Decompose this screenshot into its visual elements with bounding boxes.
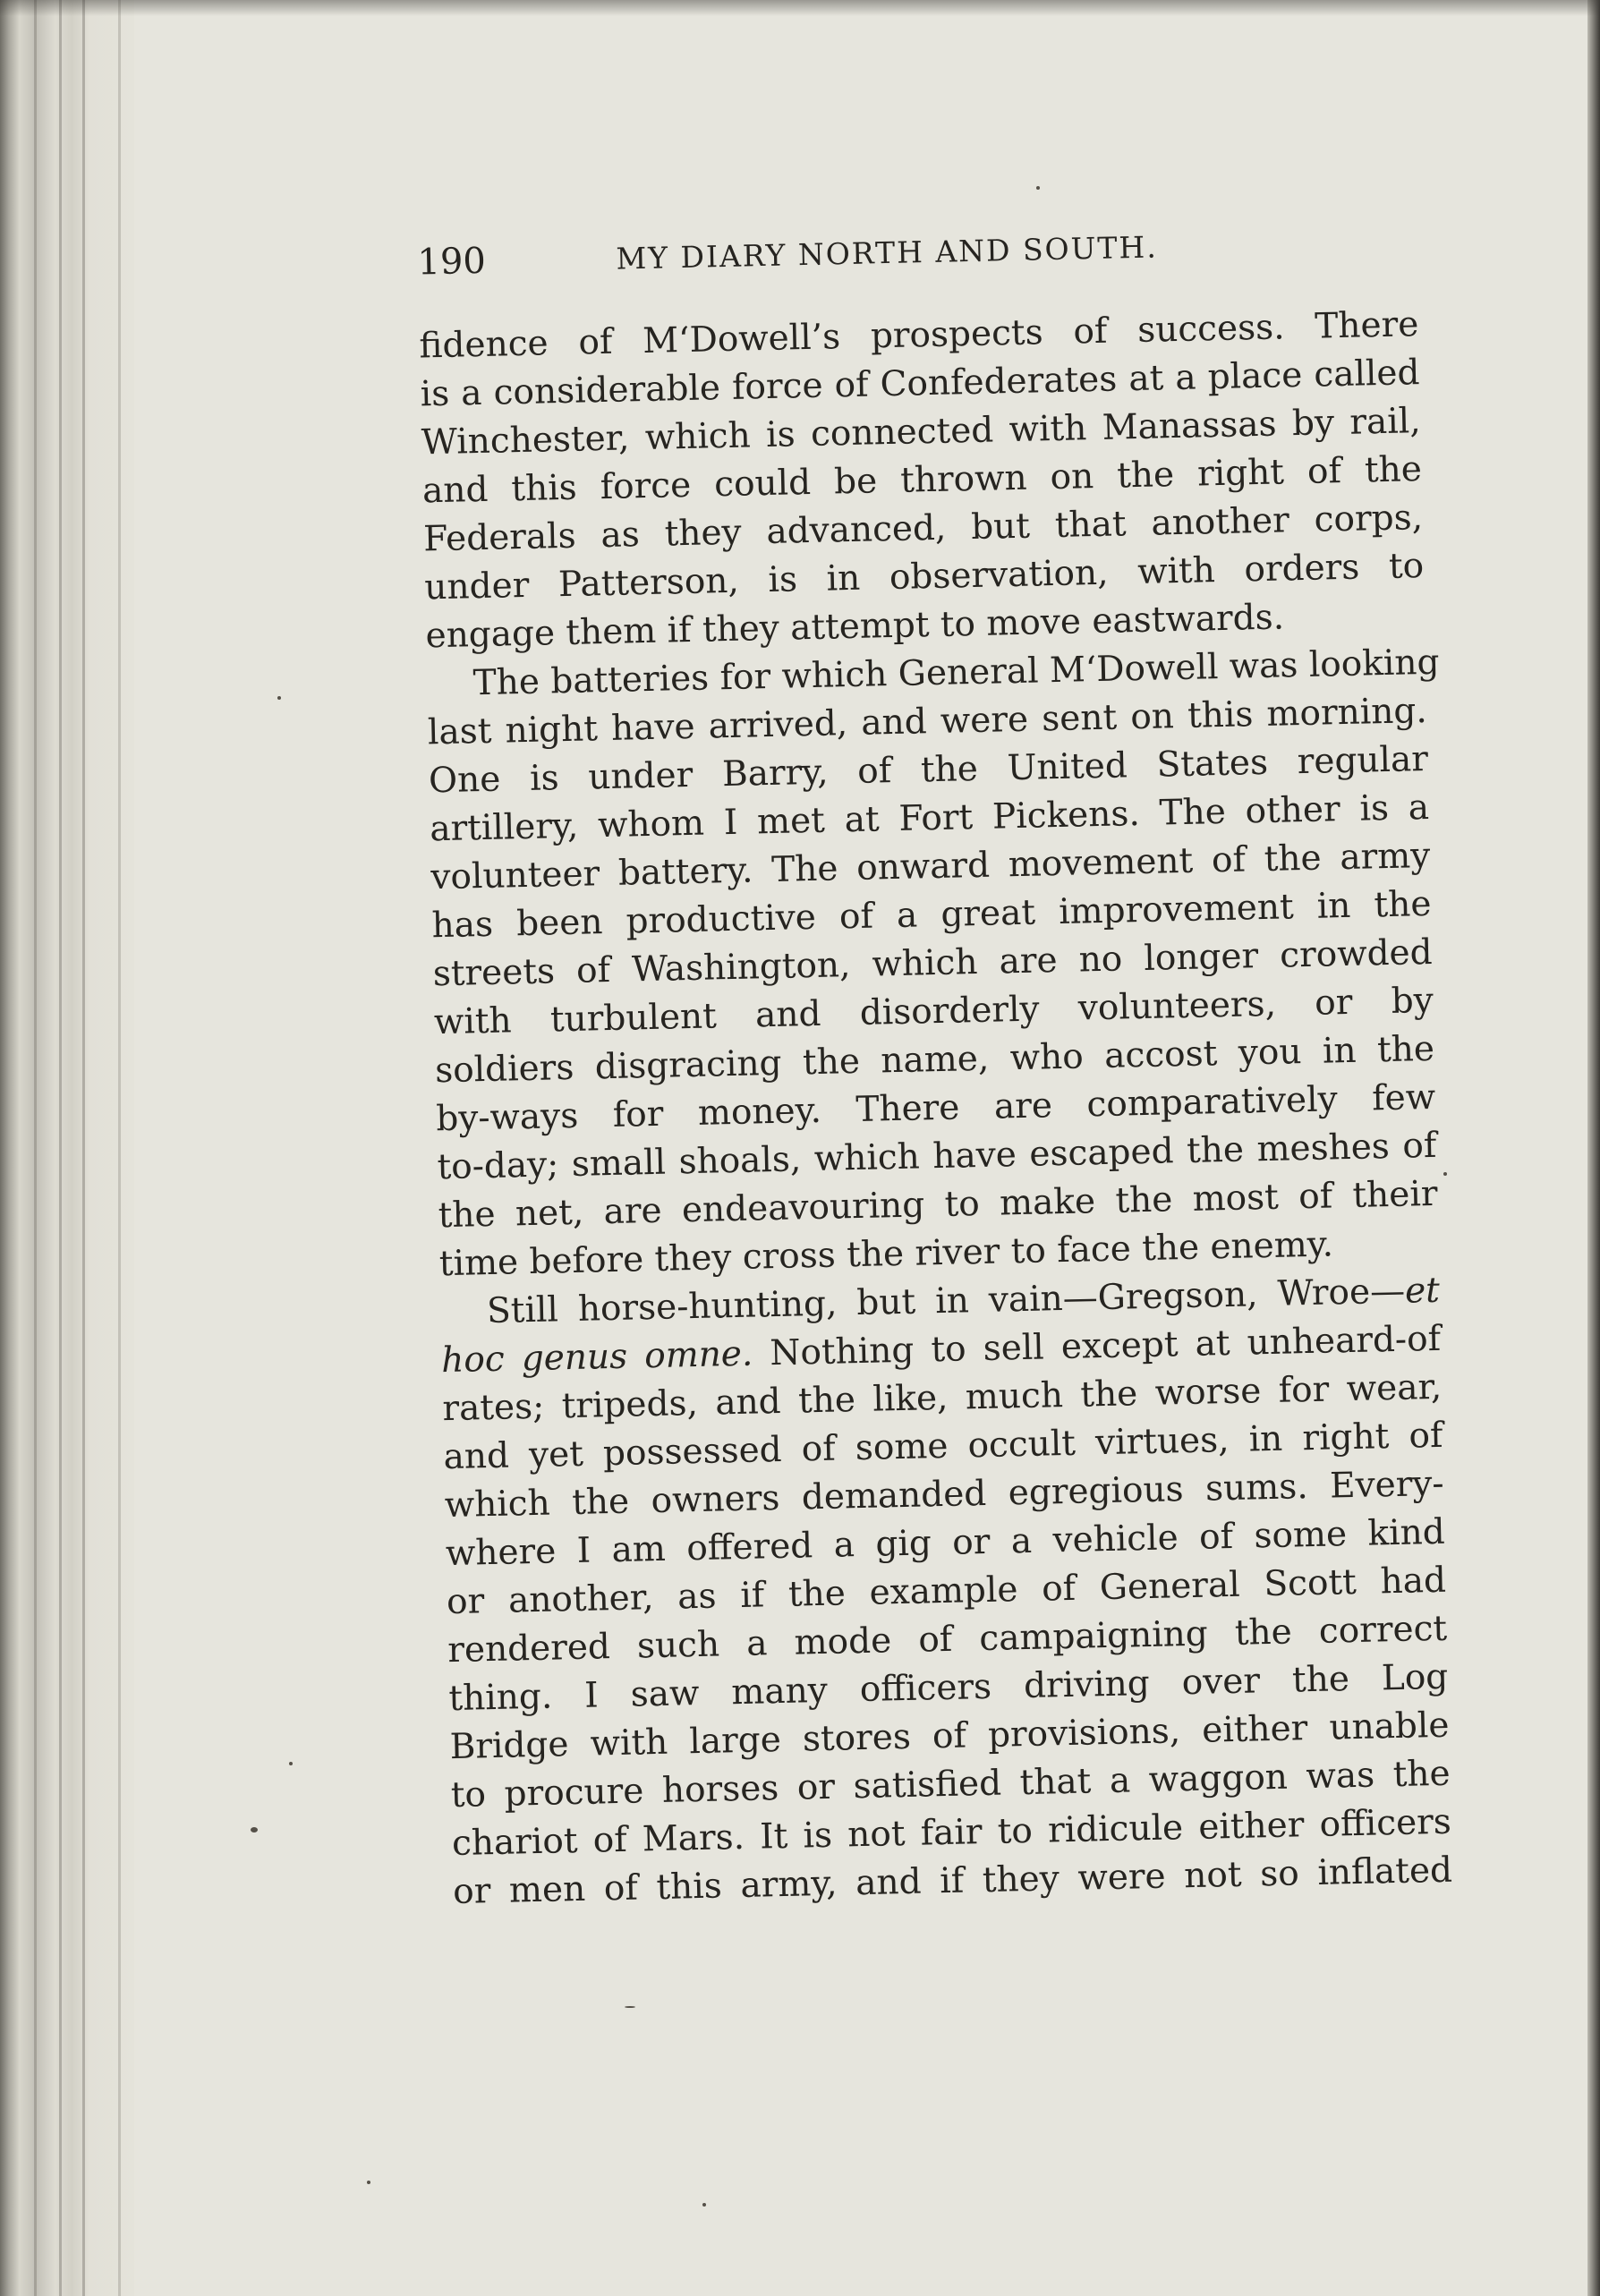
- text-line: artillery, whom I met at Fort Pickens. The other is a: [429, 787, 1430, 850]
- text-line: Bridge with large stores of provisions, either unable: [449, 1705, 1450, 1768]
- text-line: and this force could be thrown on the right of the: [421, 449, 1423, 512]
- text-line: which the owners demanded egregious sums. Every-: [444, 1463, 1445, 1526]
- text-line: the net, are endeavouring to make the most of their: [438, 1173, 1438, 1237]
- text-line: under Patterson, is in observation, with orders to: [423, 546, 1425, 608]
- paper-speck: [277, 696, 281, 700]
- running-title: MY DIARY NORTH AND SOUTH.: [616, 229, 1159, 276]
- page-header: [354, 219, 1443, 305]
- text-line: where I am offered a gig or a vehicle of some kind: [445, 1511, 1446, 1575]
- text-line: engage them if they attempt to move eastwards.: [425, 597, 1285, 657]
- book-text-block: [354, 219, 1478, 1918]
- paper-speck: [625, 2006, 635, 2008]
- text-line: rates; tripeds, and the like, much the worse for wear,: [441, 1366, 1443, 1430]
- text-line: to-day; small shoals, which have escaped the meshes of: [437, 1125, 1437, 1188]
- text-line: rendered such a mode of campaigning the correct: [447, 1608, 1448, 1671]
- text-line: Federals as they advanced, but that another corps,: [422, 497, 1424, 560]
- text-fragment: Nothing to sell except at unheard-of: [752, 1318, 1442, 1374]
- text-line: volunteer battery. The onward movement of the army: [430, 835, 1431, 898]
- paper-speck: [251, 1827, 258, 1833]
- text-line: to procure horses or satisfied that a waggon was the: [450, 1753, 1451, 1816]
- top-shadow: [0, 0, 1600, 16]
- text-line: Winchester, which is connected with Manassas by rail,: [421, 401, 1422, 463]
- text-line: soldiers disgracing the name, who accost you in the: [434, 1028, 1435, 1092]
- paper-speck: [289, 1762, 293, 1765]
- italic-fragment: hoc genus omne.: [440, 1333, 753, 1382]
- page-edge-line: [118, 0, 121, 2296]
- text-line: chariot of Mars. It is not fair to ridicule either officers: [451, 1801, 1452, 1865]
- paper-speck: [1036, 186, 1040, 190]
- text-line: last night have arrived, and were sent on this morning.: [427, 690, 1428, 753]
- page-number: 190: [416, 240, 487, 284]
- text-line: with turbulent and disorderly volunteers, or by: [433, 980, 1434, 1043]
- text-line: thing. I saw many officers driving over the Log: [448, 1656, 1449, 1720]
- text-line: has been productive of a great improvement in the: [431, 883, 1432, 947]
- text-line: time before they cross the river to face the enemy.: [438, 1224, 1334, 1285]
- text-line: is a considerable force of Confederates at a place called: [420, 353, 1420, 415]
- text-line: streets of Washington, which are no longer crowded: [432, 931, 1434, 995]
- text-fragment: Still horse-hunting, but in vain—Gregson, Wroe—: [486, 1271, 1406, 1332]
- text-line: One is under Barry, of the United States regular: [428, 738, 1429, 802]
- page-edge-line: [34, 0, 37, 2296]
- book-page-edges: [0, 0, 134, 2296]
- paper-speck: [702, 2203, 706, 2207]
- italic-fragment: et: [1404, 1270, 1441, 1312]
- paragraph-start-line: The batteries for which General M‘Dowell was looking: [472, 642, 1440, 704]
- paper-speck: [367, 2181, 370, 2184]
- page-edge-line: [82, 0, 85, 2296]
- text-line: or men of this army, and if they were not so inflated: [452, 1850, 1453, 1913]
- page-edge-line: [59, 0, 62, 2296]
- text-line: and yet possessed of some occult virtues, in right of: [443, 1415, 1443, 1478]
- text-line: or another, as if the example of General Scott had: [446, 1560, 1447, 1623]
- body-text: [356, 300, 1478, 1918]
- text-line: fidence of M‘Dowell’s prospects of success. There: [419, 304, 1419, 367]
- text-line: by-ways for money. There are comparatively few: [435, 1076, 1436, 1140]
- book-right-edge: [1587, 0, 1600, 2296]
